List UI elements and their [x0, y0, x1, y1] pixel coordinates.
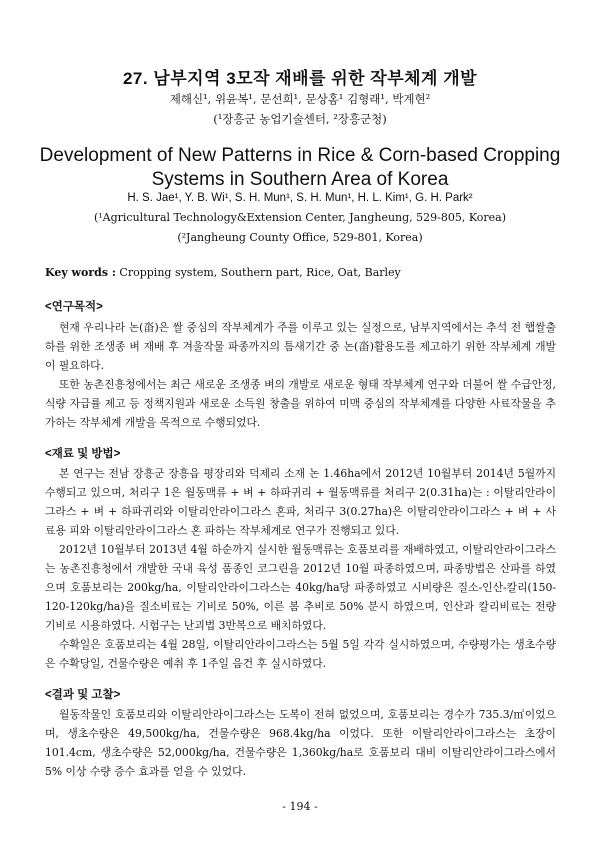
page-number: - 194 -: [282, 800, 318, 813]
keywords-label: Key words :: [45, 266, 116, 279]
authors-english: H. S. Jae¹, Y. B. Wi¹, S. H. Mun¹, S. H. Mun¹, H. L. Kim¹, G. H. Park²: [127, 192, 473, 204]
affiliation-english-2: (²Jangheung County Office, 529-801, Korea): [177, 231, 423, 244]
authors-korean: 제해신¹, 위윤복¹, 문선희¹, 문상홈¹ 김형래¹, 박계현²: [169, 92, 431, 106]
section-heading-purpose: <연구목적>: [45, 301, 103, 313]
affiliation-korean: (¹장흥군 농업기술센터, ²장흥군청): [213, 112, 387, 126]
paper-title-korean: 27. 남부지역 3모작 재배를 위한 작부체계 개발: [122, 69, 478, 88]
keywords-line: [45, 266, 565, 279]
paper-title-english: [0, 144, 600, 192]
methods-paragraph-2: 2012년 10월부터 2013년 4월 하순까지 실시한 월동맥류는 호품보리를 재배하였고, 이탈리안라이그라스는 농촌진흥청에서 개발한 국내 육성 품종인 코그린을 2012년 10월 파종하였으며, 파종방법은 산파를 하였으며 호품보리는 200kg/ha, 이탈리안라이그라스는 40kg/ha당 파종하였고 시비량은 질소-인산-칼리(150-120-120kg/ha)을 질소비료는 기비로 50%, 이른 봄 추비로 50% 분시 하였으며, 인산과 칼리비료는 전량 기비로 시용하였다. 시험구는 난괴법 3반복으로 배치하였다.: [45, 543, 556, 632]
purpose-paragraph-1: 현재 우리나라 논(畓)은 쌀 중심의 작부체계가 주를 이루고 있는 실정으로, 남부지역에서는 추석 전 햅쌀출하를 위한 조생종 벼 재배 후 겨울작물 파종까지의 틈새기간 중 논(畓)활용도를 제고하기 위한 작부체계 개발이 필요하다.: [45, 321, 556, 372]
methods-paragraph-3: 수확일은 호품보리는 4월 28일, 이탈리안라이그라스는 5월 5일 각각 실시하였으며, 수량평가는 생초수량은 수확당일, 건물수량은 예취 후 1주일 음건 후 실시하였다.: [45, 638, 556, 670]
methods-paragraph-1: 본 연구는 전남 장흥군 장흥읍 평장리와 덕제리 소재 논 1.46ha에서 2012년 10월부터 2014년 5월까지 수행되고 있으며, 처리구 1은 월동맥류 + 벼 + 하파귀리 + 월동맥류를 처리구 2(0.31ha)는 : 이탈리안라이그라스 + 벼 + 하파귀리와 이탈리안라이그라스 혼파, 처리구 3(0.27ha)은 이탈리안라이그라스 + 벼 + 사료용 피와 이탈리안라이그라스 혼 파하는 작부체계로 연구가 진행되고 있다.: [45, 467, 556, 537]
section-heading-methods: <재료 및 방법>: [45, 448, 121, 460]
paper-title-english-line-2: Systems in Southern Area of Korea: [151, 169, 449, 190]
affiliation-english-1: (¹Agricultural Technology&Extension Center, Jangheung, 529-805, Korea): [93, 211, 507, 224]
keywords-text: Cropping system, Southern part, Rice, Oat, Barley: [115, 266, 401, 279]
results-paragraph-1: 월동작물인 호품보리와 이탈리안라이그라스는 도복이 전혀 없었으며, 호품보리는 경수가 735.3/㎡이었으며, 생초수량은 49,500kg/ha, 건물수량은 968.4kg/ha 이었다. 또한 이탈리안라이그라스는 초장이 101.4cm, 생초수량은 52,000kg/ha, 건물수량은 1,360kg/ha로 호품보리 대비 이탈리안라이그라스에서 5% 이상 수량 증수 효과를 얻을 수 있었다.: [45, 708, 556, 778]
section-heading-results: <결과 및 고찰>: [45, 689, 121, 701]
paper-title-english-line-1: Development of New Patterns in Rice & Corn-based Cropping: [39, 145, 561, 166]
purpose-paragraph-2: 또한 농촌진흥청에서는 최근 새로운 조생종 벼의 개발로 새로운 형태 작부체계 연구와 더불어 쌀 수급안정, 식량 자급률 제고 등 정책지원과 새로운 소득원 창출을 위하여 미맥 중심의 작부체계를 다양한 사료작물을 추가하는 작부체계 개발을 목적으로 수행되었다.: [45, 378, 556, 429]
